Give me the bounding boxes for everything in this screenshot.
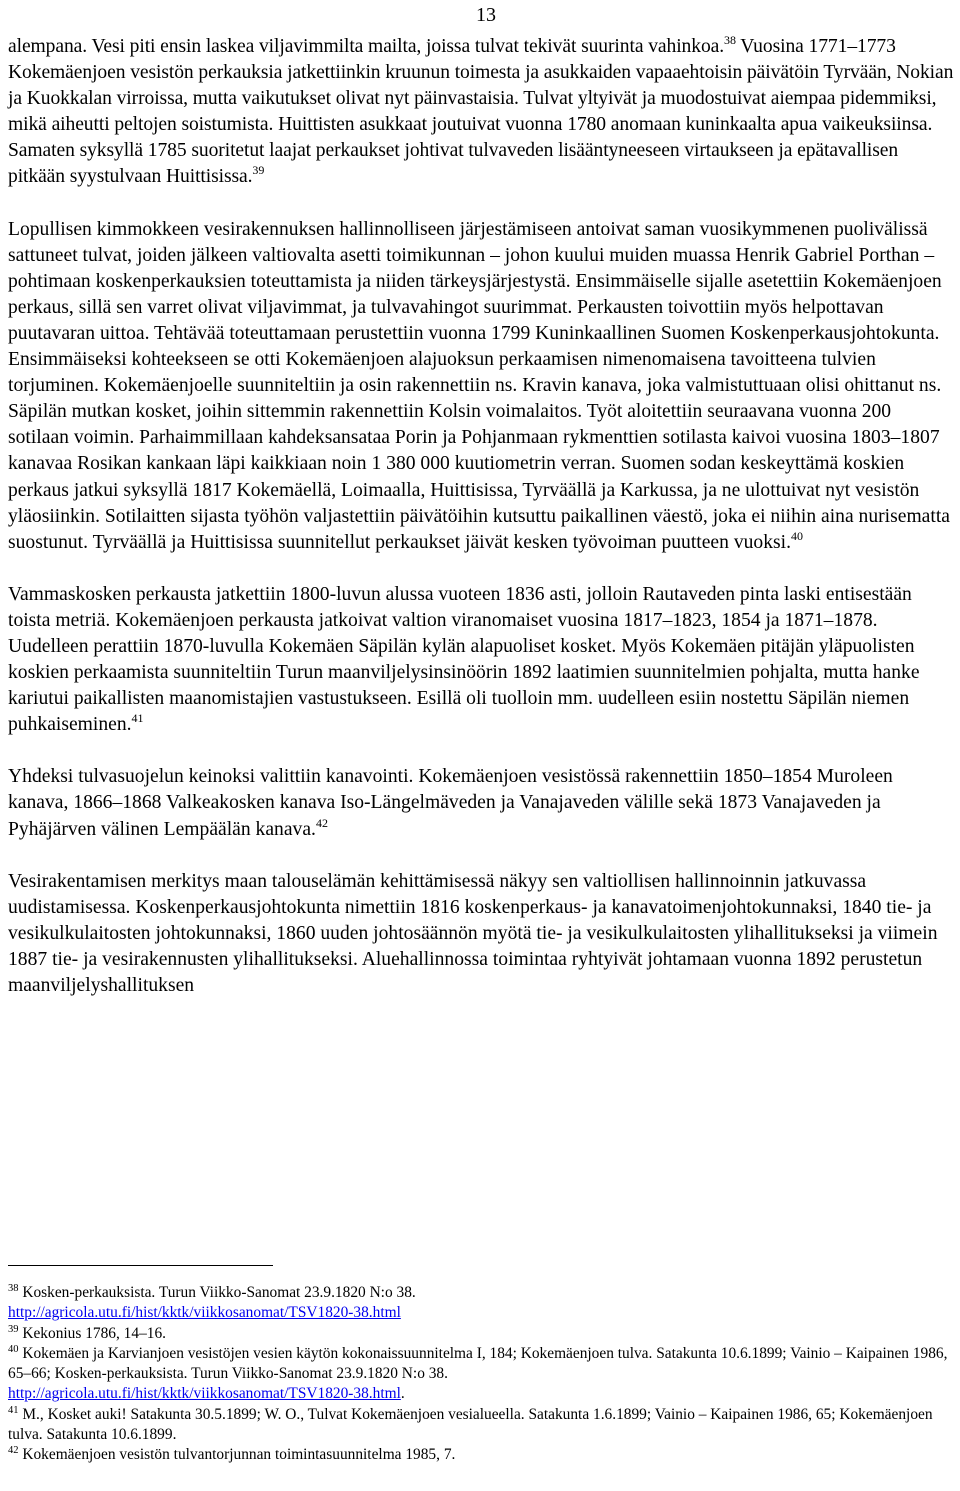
footnote-link[interactable]: http://agricola.utu.fi/hist/kktk/viikkosanomat/TSV1820-38.html: [8, 1385, 401, 1403]
footnote-41: [8, 1405, 956, 1446]
paragraph-2-text: Lopullisen kimmokkeen vesirakennuksen hallinnolliseen järjestämiseen antoivat saman vuosikymmenen puolivälissä sattuneet tulvat, joiden jälkeen valtiovalta asetti toimikunnan – johon kuului muiden muassa Henrik Gabriel Porthan – pohtimaan koskenperkauksien toteuttamista ja niiden tärkeysjärjestystä. Ensimmäiselle sijalle asetettiin Kokemäenjoen perkaus, sillä sen varret olivat viljavimmat, ja tulvavahingot suurimmat. Perkausten toivottiin myös helpottavan puutavaran uittoa. Tehtävää toteuttamaan perustettiin vuonna 1799 Kuninkaallinen Suomen Koskenperkausjohtokunta. Ensimmäiseksi kohteekseen se otti Kokemäenjoen alajuoksun perkaamisen nimenomaisena tavoitteena tulvien torjuminen. Kokemäenjoelle suunniteltiin ja osin rakennettiin ns. Kravin kanava, joka valmistuttuaan olisi ohittanut ns. Säpilän mutkan kosket, joihin sittemmin rakennettiin Kolsin voimalaitos. Työt aloitettiin seuraavana vuonna 200 sotilaan voimin. Parhaimmillaan kahdeksansataa Porin ja Pohjanmaan rykmenttien sotilasta kaivoi vuosina 1803–1807 kanavaa Rosikan kankaan läpi kaikkiaan noin 1 380 000 kuutiometrin verran. Suomen sodan keskeyttämä koskien perkaus jatkui syksyllä 1817 Kokemäellä, Loimaalla, Huittisissa, Tyrväällä ja Karkussa, ja ne ulottuivat nyt vesistön yläosiinkin. Sotilaitten sijasta työhön valjastettiin päivätöihin kutsuttu paikallinen väestö, joka ei niihin aina nurisematta suostunut. Tyrväällä ja Huittisissa suunnitellut perkaukset jäivät kesken työvoiman puutteen vuoksi.: [8, 218, 950, 553]
footnote-number: 40: [8, 1343, 19, 1355]
body-text: [8, 34, 956, 999]
page-number: 13: [476, 4, 496, 26]
paragraph-2: [8, 217, 956, 556]
paragraph-1-part-2: Vuosina 1771–1773 Kokemäenjoen vesistön perkauksia jatkettiinkin kruunun toimesta ja asukkaiden vapaaehtoisin päivätöin Tyrvään, Nokian ja Kuokkalan virroissa, mutta vaikutukset olivat nyt päinvastaisia. Tulvat yltyivät ja muodostuivat aiempaa pidemmiksi, mikä aiheutti peltojen soistumista. Huittisten asukkaat joutuivat vuonna 1780 anomaan kuninkaalta apua vaikeuksiinsa. Samaten syksyllä 1785 suoritetut laajat perkaukset johtivat tulvaveden lisääntyneeseen virtaukseen ja epätavallisen pitkään syystulvaan Huittisissa.: [8, 36, 954, 188]
footnote-number: 41: [8, 1404, 19, 1416]
paragraph-3: [8, 582, 956, 739]
paragraph-1: [8, 34, 956, 191]
footnote-ref-41[interactable]: 41: [131, 711, 144, 726]
footnote-40: [8, 1344, 956, 1405]
footnote-text: Kekonius 1786, 14–16.: [22, 1324, 167, 1342]
footnote-ref-40[interactable]: 40: [790, 528, 803, 543]
footnote-link[interactable]: http://agricola.utu.fi/hist/kktk/viikkosanomat/TSV1820-38.html: [8, 1304, 401, 1322]
paragraph-4-text: Yhdeksi tulvasuojelun keinoksi valittiin kanavointi. Kokemäenjoen vesistössä rakennettiin 1850–1854 Muroleen kanava, 1866–1868 Valkeakosken kanava Iso-Längelmäveden ja Vanajaveden välille sekä 1873 Vanajaveden ja Pyhäjärven välinen Lempäälän kanava.: [8, 766, 893, 840]
footnote-text: Kokemäenjoen vesistön tulvantorjunnan toimintasuunnitelma 1985, 7.: [22, 1446, 456, 1464]
footnote-38: [8, 1283, 956, 1324]
footnotes: [8, 1283, 956, 1466]
footnote-text: Kokemäen ja Karvianjoen vesistöjen vesien käytön kokonaissuunnitelma I, 184; Kokemäenjoen tulva. Satakunta 10.6.1899; Vainio – Kaipainen 1986, 65–66; Kosken-perkauksista. Turun Viikko-Sanomat 23.9.1820 N:o 38.: [8, 1344, 948, 1383]
paragraph-5-text: Vesirakentamisen merkitys maan talouselämän kehittämisessä näkyy sen valtiollisen hallinnoinnin jatkuvassa uudistamisessa. Koskenperkausjohtokunta nimettiin 1816 koskenperkaus- ja kanavatoimenjohtokunnaksi, 1840 tie- ja vesikulkulaitosten johtokunnaksi, 1860 uuden johtosäännön myötä tie- ja vesikulkulaitosten ylihallitukseksi ja viimein 1887 tie- ja vesirakennusten ylihallitukseksi. Aluehallinnossa toimintaa ryhtyivät johtamaan vuonna 1892 perustetun maanviljelyshallituksen: [8, 870, 938, 996]
footnote-number: 38: [8, 1283, 19, 1294]
footnote-42: [8, 1445, 956, 1465]
footnote-number: 39: [8, 1323, 19, 1335]
paragraph-3-text: Vammaskosken perkausta jatkettiin 1800-luvun alussa vuoteen 1836 asti, jolloin Rautaveden pinta laski entisestään toista metriä. Kokemäenjoen perkausta jatkoivat valtion viranomaiset vuosina 1817–1823, 1854 ja 1871–1878. Uudelleen perattiin 1870-luvulla Kokemäen Säpilän kylän alapuoliset kosket. Myös Kokemäen pitäjän yläpuolisten koskien perkaamista suunniteltiin Turun maanviljelysinsinöörin 1892 laatimien suunnitelmien pohjalta, mutta hanke kariutui paikallisten maanomistajien vastustukseen. Esillä oli tuolloin mm. uudelleen esiin nostettu Säpilän niemen puhkaiseminen.: [8, 583, 920, 736]
paragraph-4: [8, 764, 956, 842]
footnote-trailing-period: .: [400, 1385, 405, 1403]
footnote-ref-38[interactable]: 38: [724, 33, 736, 47]
footnote-number: 42: [8, 1445, 19, 1457]
footnote-divider: [8, 1265, 273, 1266]
paragraph-1-part-1: alempana. Vesi piti ensin laskea viljavimmilta mailta, joissa tulvat tekivät suurinta vahinkoa.: [8, 36, 725, 57]
footnote-ref-42[interactable]: 42: [315, 815, 328, 830]
footnote-39: [8, 1324, 956, 1344]
footnote-ref-39[interactable]: 39: [252, 163, 265, 178]
footnote-text: Kosken-perkauksista. Turun Viikko-Sanomat 23.9.1820 N:o 38.: [22, 1284, 416, 1301]
footnote-text: M., Kosket auki! Satakunta 30.5.1899; W. O., Tulvat Kokemäenjoen vesialueella. Satakunta 1.6.1899; Vainio – Kaipainen 1986, 65; Kokemäenjoen tulva. Satakunta 10.6.1899.: [8, 1405, 933, 1444]
paragraph-5: [8, 869, 956, 999]
